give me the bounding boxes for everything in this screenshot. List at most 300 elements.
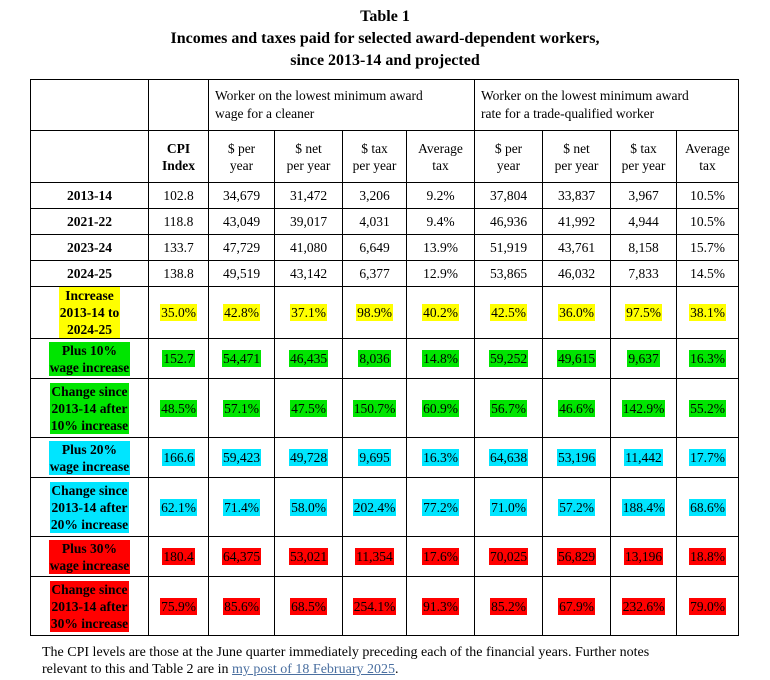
table-cell bbox=[475, 577, 543, 636]
table-cell bbox=[209, 261, 275, 287]
cell-value: 9,695 bbox=[359, 450, 390, 465]
column-header-cpi bbox=[149, 131, 209, 183]
table-cell bbox=[543, 537, 611, 577]
cell-value: 58.0% bbox=[291, 499, 326, 515]
table-cell bbox=[343, 438, 407, 478]
table-cell bbox=[407, 339, 475, 379]
cell-value: 133.7 bbox=[163, 240, 194, 255]
cell-value: 55.2% bbox=[690, 400, 725, 416]
cell-value: 180.4 bbox=[163, 549, 194, 564]
column-header-line: per year bbox=[352, 157, 397, 173]
cell-value: 42.5% bbox=[491, 305, 526, 320]
table-cell bbox=[677, 209, 739, 235]
row-label bbox=[66, 213, 113, 230]
cell-value: 16.3% bbox=[690, 351, 725, 366]
column-header-line: per year bbox=[621, 157, 666, 173]
row-label bbox=[50, 482, 129, 533]
cell-value: 54,471 bbox=[222, 351, 261, 366]
cell-value: 41,992 bbox=[557, 214, 596, 229]
cell-value: 17.6% bbox=[423, 549, 458, 564]
row-label-line: wage increase bbox=[49, 359, 130, 375]
cell-value: 102.8 bbox=[163, 188, 194, 203]
column-header-line: year bbox=[496, 157, 521, 173]
table-cell bbox=[407, 438, 475, 478]
row-label-cell bbox=[31, 287, 149, 339]
trade-group-header bbox=[475, 80, 739, 131]
table-cell bbox=[475, 537, 543, 577]
cell-value: 254.1% bbox=[353, 598, 396, 614]
column-header-per-year-cleaner bbox=[209, 131, 275, 183]
trade-header-line1: Worker on the lowest minimum award bbox=[481, 88, 689, 103]
cell-value: 39,017 bbox=[289, 214, 328, 229]
cell-value: 49,519 bbox=[222, 266, 261, 281]
cell-value: 91.3% bbox=[423, 598, 458, 614]
cell-value: 59,252 bbox=[489, 351, 528, 366]
table-cell bbox=[611, 379, 677, 438]
table-cell bbox=[475, 209, 543, 235]
table-cell bbox=[149, 209, 209, 235]
table-cell bbox=[343, 287, 407, 339]
row-label-line: 10% increase bbox=[50, 417, 129, 433]
cell-value: 6,377 bbox=[359, 266, 390, 281]
table-row bbox=[31, 183, 739, 209]
column-header-per-year-trade bbox=[475, 131, 543, 183]
cell-value: 47.5% bbox=[291, 400, 326, 416]
row-label-line: wage increase bbox=[49, 458, 130, 474]
table-cell bbox=[611, 183, 677, 209]
table-cell bbox=[543, 261, 611, 287]
cell-value: 40.2% bbox=[423, 305, 458, 320]
cell-value: 10.5% bbox=[690, 188, 725, 203]
table-cell bbox=[475, 379, 543, 438]
table-cell bbox=[343, 235, 407, 261]
cell-value: 68.5% bbox=[291, 598, 326, 614]
data-table bbox=[30, 79, 739, 636]
table-cell bbox=[677, 379, 739, 438]
cleaner-header-line1: Worker on the lowest minimum award bbox=[215, 88, 423, 103]
table-body bbox=[31, 183, 739, 636]
cell-value: 56,829 bbox=[557, 549, 596, 564]
cell-value: 10.5% bbox=[690, 214, 725, 229]
table-cell bbox=[543, 287, 611, 339]
cell-value: 43,142 bbox=[289, 266, 328, 281]
cell-value: 14.5% bbox=[690, 266, 725, 281]
table-cell bbox=[543, 235, 611, 261]
table-cell bbox=[677, 287, 739, 339]
cell-value: 9.2% bbox=[426, 188, 455, 203]
column-header-line: per year bbox=[286, 157, 331, 173]
group-header-row bbox=[31, 80, 739, 131]
cell-value: 60.9% bbox=[423, 400, 458, 416]
table-cell bbox=[343, 379, 407, 438]
table-cell bbox=[275, 261, 343, 287]
row-label-line: 2024-25 bbox=[67, 322, 112, 337]
cell-value: 142.9% bbox=[622, 400, 665, 416]
column-header-line: per year bbox=[554, 157, 599, 173]
cleaner-header-line2: wage for a cleaner bbox=[215, 106, 315, 121]
table-notes bbox=[42, 644, 732, 678]
cell-value: 37.1% bbox=[291, 305, 326, 320]
cell-value: 51,919 bbox=[489, 240, 528, 255]
table-cell bbox=[149, 287, 209, 339]
cell-value: 4,031 bbox=[359, 214, 390, 229]
table-cell bbox=[343, 209, 407, 235]
cell-value: 11,354 bbox=[356, 549, 393, 564]
table-cell bbox=[149, 577, 209, 636]
column-header-tax-per-year-cleaner bbox=[343, 131, 407, 183]
cell-value: 98.9% bbox=[357, 305, 392, 320]
table-row bbox=[31, 537, 739, 577]
cell-value: 8,036 bbox=[359, 351, 390, 366]
cell-value: 49,728 bbox=[289, 450, 328, 465]
row-label-cell bbox=[31, 438, 149, 478]
table-cell bbox=[543, 577, 611, 636]
cell-value: 38.1% bbox=[690, 305, 725, 320]
cell-value: 152.7 bbox=[163, 351, 194, 366]
row-label bbox=[59, 287, 121, 338]
cell-value: 47,729 bbox=[222, 240, 261, 255]
cell-value: 42.8% bbox=[224, 305, 259, 320]
cell-value: 67.9% bbox=[559, 598, 594, 614]
table-row bbox=[31, 478, 739, 537]
cell-value: 85.2% bbox=[491, 598, 526, 614]
table-cell bbox=[343, 537, 407, 577]
cell-value: 13,196 bbox=[624, 549, 663, 564]
cell-value: 232.6% bbox=[622, 598, 665, 614]
cell-value: 36.0% bbox=[559, 305, 594, 320]
table-cell bbox=[275, 235, 343, 261]
table-cell bbox=[475, 339, 543, 379]
corner-cell bbox=[31, 80, 149, 131]
table-cell bbox=[209, 183, 275, 209]
cell-value: 85.6% bbox=[224, 598, 259, 614]
table-row bbox=[31, 577, 739, 636]
cell-value: 188.4% bbox=[622, 499, 665, 515]
table-cell bbox=[275, 209, 343, 235]
cell-value: 14.8% bbox=[423, 351, 458, 366]
table-row bbox=[31, 209, 739, 235]
table-cell bbox=[543, 438, 611, 478]
cell-value: 49,615 bbox=[557, 351, 596, 366]
table-cell bbox=[677, 478, 739, 537]
cell-value: 41,080 bbox=[289, 240, 328, 255]
table-cell bbox=[543, 478, 611, 537]
table-title: Table 1 bbox=[360, 8, 410, 25]
table-cell bbox=[209, 209, 275, 235]
row-label bbox=[66, 187, 113, 204]
table-cell bbox=[611, 209, 677, 235]
table-cell bbox=[209, 235, 275, 261]
table-cell bbox=[677, 577, 739, 636]
table-cell bbox=[209, 478, 275, 537]
row-label-line: 30% increase bbox=[50, 615, 129, 631]
table-cell bbox=[407, 235, 475, 261]
table-cell bbox=[209, 379, 275, 438]
column-header-row bbox=[31, 131, 739, 183]
cell-value: 75.9% bbox=[161, 598, 196, 614]
row-label-line: 20% increase bbox=[50, 516, 129, 532]
row-label-line: 2013-14 after bbox=[51, 598, 128, 614]
cell-value: 46.6% bbox=[559, 400, 594, 416]
table-cell bbox=[275, 379, 343, 438]
row-label-line: Plus 30% bbox=[61, 540, 118, 556]
table-cell bbox=[611, 438, 677, 478]
table-cell bbox=[149, 438, 209, 478]
column-header-line: $ tax bbox=[630, 140, 657, 156]
column-header-line: $ net bbox=[563, 140, 590, 156]
row-label-line: wage increase bbox=[49, 557, 130, 573]
cell-value: 12.9% bbox=[423, 266, 458, 281]
cell-value: 202.4% bbox=[353, 499, 396, 515]
cell-value: 9.4% bbox=[426, 214, 455, 229]
cell-value: 34,679 bbox=[222, 188, 261, 203]
table-cell bbox=[209, 339, 275, 379]
row-label-cell bbox=[31, 478, 149, 537]
column-header-line: $ tax bbox=[361, 140, 388, 156]
cell-value: 9,637 bbox=[628, 351, 659, 366]
table-cell bbox=[475, 235, 543, 261]
row-label-cell bbox=[31, 577, 149, 636]
table-cell bbox=[677, 339, 739, 379]
row-label-line: 2021-22 bbox=[67, 214, 112, 229]
blog-post-link[interactable]: my post of 18 February 2025 bbox=[232, 662, 395, 677]
column-header-line: Index bbox=[161, 157, 195, 173]
table-cell bbox=[275, 287, 343, 339]
table-cell bbox=[407, 209, 475, 235]
cell-value: 56.7% bbox=[491, 400, 526, 416]
table-cell bbox=[209, 577, 275, 636]
row-label-line: 2013-14 to bbox=[59, 305, 120, 320]
table-cell bbox=[543, 379, 611, 438]
table-cell bbox=[611, 287, 677, 339]
table-row bbox=[31, 261, 739, 287]
table-cell bbox=[149, 379, 209, 438]
table-cell bbox=[677, 235, 739, 261]
row-label bbox=[49, 540, 131, 574]
cell-value: 17.7% bbox=[690, 450, 725, 465]
table-cell bbox=[209, 537, 275, 577]
cell-value: 64,638 bbox=[489, 450, 528, 465]
row-label-line: 2024-25 bbox=[67, 266, 112, 281]
cell-value: 11,442 bbox=[625, 450, 662, 465]
table-cell bbox=[407, 261, 475, 287]
table-cell bbox=[343, 339, 407, 379]
cell-value: 57.2% bbox=[559, 499, 594, 515]
table-cell bbox=[407, 577, 475, 636]
row-label bbox=[49, 342, 131, 376]
row-label-line: Change since bbox=[51, 383, 128, 399]
table-cell bbox=[475, 478, 543, 537]
row-label-cell bbox=[31, 209, 149, 235]
table-cell bbox=[275, 339, 343, 379]
column-header-line: $ per bbox=[227, 140, 256, 156]
cell-value: 3,206 bbox=[359, 188, 390, 203]
table-cell bbox=[475, 287, 543, 339]
cleaner-group-header bbox=[209, 80, 475, 131]
cell-value: 64,375 bbox=[222, 549, 261, 564]
table-cell bbox=[611, 261, 677, 287]
row-label-line: Change since bbox=[51, 581, 128, 597]
table-cell bbox=[543, 339, 611, 379]
row-label bbox=[50, 383, 129, 434]
table-heading bbox=[0, 6, 770, 72]
table-cell bbox=[407, 287, 475, 339]
notes-line1: The CPI levels are those at the June quarter immediately preceding each of the financial years. Further notes bbox=[42, 645, 650, 660]
cell-value: 43,049 bbox=[222, 214, 261, 229]
column-header-line: tax bbox=[432, 157, 449, 173]
cell-value: 118.8 bbox=[163, 214, 194, 229]
table-cell bbox=[149, 339, 209, 379]
row-label-cell bbox=[31, 537, 149, 577]
cell-value: 7,833 bbox=[628, 266, 659, 281]
cell-value: 37,804 bbox=[489, 188, 528, 203]
table-row bbox=[31, 235, 739, 261]
column-header-average-tax-cleaner bbox=[407, 131, 475, 183]
cell-value: 15.7% bbox=[690, 240, 725, 255]
cell-value: 4,944 bbox=[628, 214, 659, 229]
table-cell bbox=[209, 287, 275, 339]
table-cell bbox=[275, 537, 343, 577]
cell-value: 53,021 bbox=[289, 549, 328, 564]
cell-value: 18.8% bbox=[690, 549, 725, 564]
table-cell bbox=[407, 537, 475, 577]
column-header-line: year bbox=[229, 157, 254, 173]
table-cell bbox=[611, 339, 677, 379]
trade-header-line2: rate for a trade-qualified worker bbox=[481, 106, 655, 121]
table-row bbox=[31, 438, 739, 478]
table-cell bbox=[611, 577, 677, 636]
column-header-average-tax-trade bbox=[677, 131, 739, 183]
notes-line2-prefix: relevant to this and Table 2 are in bbox=[42, 662, 233, 677]
row-label-line: 2013-14 after bbox=[51, 400, 128, 416]
table-row bbox=[31, 287, 739, 339]
cell-value: 43,761 bbox=[557, 240, 596, 255]
column-header-line: CPI bbox=[166, 140, 191, 156]
row-label-cell bbox=[31, 235, 149, 261]
table-cell bbox=[611, 537, 677, 577]
row-label-line: Plus 20% bbox=[61, 441, 118, 457]
table-cell bbox=[543, 183, 611, 209]
table-cell bbox=[677, 537, 739, 577]
row-label-line: Increase bbox=[65, 288, 114, 303]
column-header-net-per-year-trade bbox=[543, 131, 611, 183]
table-cell bbox=[475, 183, 543, 209]
cell-value: 166.6 bbox=[163, 450, 194, 465]
column-header-empty-cell bbox=[31, 131, 149, 183]
cell-value: 57.1% bbox=[224, 400, 259, 416]
column-header-line: $ net bbox=[295, 140, 322, 156]
cell-value: 8,158 bbox=[628, 240, 659, 255]
column-header-line: tax bbox=[699, 157, 716, 173]
row-label-line: 2023-24 bbox=[67, 240, 112, 255]
table-cell bbox=[149, 235, 209, 261]
table-cell bbox=[677, 183, 739, 209]
row-label-line: 2013-14 bbox=[67, 188, 112, 203]
table-cell bbox=[677, 438, 739, 478]
cell-value: 46,435 bbox=[289, 351, 328, 366]
table-subtitle-line2: since 2013-14 and projected bbox=[290, 52, 480, 69]
table-cell bbox=[149, 183, 209, 209]
cell-value: 68.6% bbox=[690, 499, 725, 515]
cell-value: 138.8 bbox=[163, 266, 194, 281]
table-cell bbox=[343, 183, 407, 209]
table-cell bbox=[343, 577, 407, 636]
cell-value: 150.7% bbox=[353, 400, 396, 416]
row-label bbox=[66, 239, 113, 256]
row-label bbox=[66, 265, 113, 282]
table-row bbox=[31, 339, 739, 379]
row-label-line: 2013-14 after bbox=[51, 499, 128, 515]
table-cell bbox=[149, 261, 209, 287]
cell-value: 97.5% bbox=[626, 305, 661, 320]
cell-value: 77.2% bbox=[423, 499, 458, 515]
row-label-line: Change since bbox=[51, 482, 128, 498]
cpi-spacer-cell bbox=[149, 80, 209, 131]
table-cell bbox=[343, 261, 407, 287]
cell-value: 70,025 bbox=[489, 549, 528, 564]
table-cell bbox=[149, 478, 209, 537]
cell-value: 71.4% bbox=[224, 499, 259, 515]
column-header-net-per-year-cleaner bbox=[275, 131, 343, 183]
cell-value: 16.3% bbox=[423, 450, 458, 465]
table-cell bbox=[343, 478, 407, 537]
table-cell bbox=[611, 478, 677, 537]
table-cell bbox=[407, 478, 475, 537]
table-cell bbox=[209, 438, 275, 478]
cell-value: 62.1% bbox=[161, 499, 196, 515]
table-cell bbox=[543, 209, 611, 235]
cell-value: 59,423 bbox=[222, 450, 261, 465]
table-cell bbox=[149, 537, 209, 577]
column-header-line: Average bbox=[685, 140, 730, 156]
notes-line2-suffix: . bbox=[394, 662, 399, 677]
table-cell bbox=[407, 379, 475, 438]
cell-value: 13.9% bbox=[423, 240, 458, 255]
cell-value: 31,472 bbox=[289, 188, 328, 203]
row-label-cell bbox=[31, 339, 149, 379]
cell-value: 53,865 bbox=[489, 266, 528, 281]
table-cell bbox=[475, 261, 543, 287]
table-cell bbox=[275, 478, 343, 537]
row-label bbox=[49, 441, 131, 475]
table-subtitle-line1: Incomes and taxes paid for selected award-dependent workers, bbox=[170, 30, 600, 47]
table-cell bbox=[611, 235, 677, 261]
cell-value: 46,032 bbox=[557, 266, 596, 281]
table-row bbox=[31, 379, 739, 438]
table-cell bbox=[275, 438, 343, 478]
row-label-cell bbox=[31, 379, 149, 438]
column-header-tax-per-year-trade bbox=[611, 131, 677, 183]
row-label bbox=[50, 581, 129, 632]
table-cell bbox=[275, 183, 343, 209]
cell-value: 48.5% bbox=[161, 400, 196, 416]
cell-value: 71.0% bbox=[491, 499, 526, 515]
cell-value: 53,196 bbox=[557, 450, 596, 465]
cell-value: 6,649 bbox=[359, 240, 390, 255]
table-cell bbox=[677, 261, 739, 287]
cell-value: 3,967 bbox=[628, 188, 659, 203]
row-label-cell bbox=[31, 261, 149, 287]
cell-value: 33,837 bbox=[557, 188, 596, 203]
cell-value: 79.0% bbox=[690, 598, 725, 614]
cell-value: 46,936 bbox=[489, 214, 528, 229]
column-header-line: $ per bbox=[494, 140, 523, 156]
table-cell bbox=[407, 183, 475, 209]
cell-value: 35.0% bbox=[161, 305, 196, 320]
table-cell bbox=[275, 577, 343, 636]
row-label-line: Plus 10% bbox=[61, 342, 118, 358]
table-cell bbox=[475, 438, 543, 478]
